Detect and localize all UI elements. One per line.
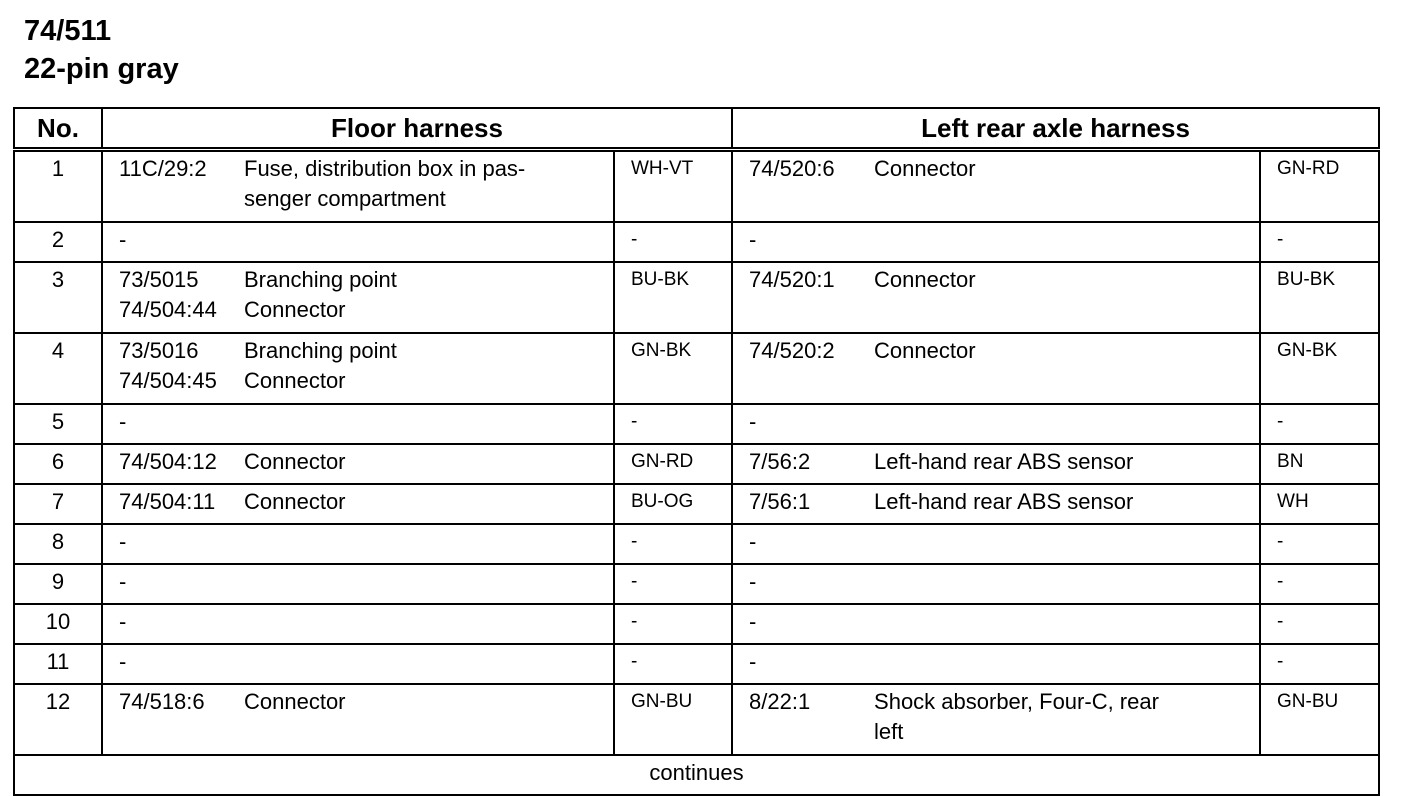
table-row [14,333,1379,404]
rear-wire-color: - [1260,404,1379,444]
table-row [14,564,1379,604]
header-no: No. [14,108,102,150]
floor-code [102,222,244,262]
rear-wire-color: - [1260,644,1379,684]
floor-code-line: - [119,529,127,554]
pin-number: 3 [14,262,102,333]
pin-number: 10 [14,604,102,644]
rear-description [874,222,1260,262]
table-row [14,684,1379,755]
pin-number: 5 [14,404,102,444]
rear-description [874,484,1260,524]
floor-wire-color: BU-BK [614,262,732,333]
rear-description-line: left [874,719,904,744]
floor-wire-color: GN-RD [614,444,732,484]
rear-code: - [732,604,874,644]
floor-code-line: 74/518:6 [119,689,205,714]
rear-description [874,444,1260,484]
rear-wire-color: - [1260,524,1379,564]
rear-description-line: Left-hand rear ABS sensor [874,489,1134,514]
floor-code [102,262,244,333]
floor-wire-color: - [614,604,732,644]
floor-wire-color: GN-BK [614,333,732,404]
rear-wire-color: GN-RD [1260,150,1379,223]
floor-description [244,484,614,524]
rear-wire-color: - [1260,604,1379,644]
floor-description [244,524,614,564]
rear-code: 74/520:6 [732,150,874,223]
rear-description [874,150,1260,223]
floor-description [244,604,614,644]
pin-number: 12 [14,684,102,755]
floor-code-line: 74/504:44 [119,297,217,322]
table-row [14,262,1379,333]
pin-number: 1 [14,150,102,223]
floor-description [244,222,614,262]
floor-code [102,333,244,404]
floor-description-line: Connector [244,297,346,322]
floor-description-line: Connector [244,689,346,714]
floor-description [244,333,614,404]
rear-code: - [732,564,874,604]
table-row [14,604,1379,644]
continues-label: continues [14,755,1379,795]
table-row [14,404,1379,444]
table-row [14,644,1379,684]
floor-description [244,564,614,604]
floor-code [102,404,244,444]
floor-description [244,644,614,684]
floor-description-line: Connector [244,489,346,514]
floor-description [244,262,614,333]
rear-description-line: Connector [874,156,976,181]
floor-code-line: - [119,609,127,634]
table-row [14,484,1379,524]
floor-description-line: Branching point [244,267,397,292]
header-floor-harness: Floor harness [102,108,732,150]
floor-wire-color: - [614,404,732,444]
floor-description-line: senger compartment [244,186,446,211]
pin-number: 11 [14,644,102,684]
rear-wire-color: WH [1260,484,1379,524]
floor-description [244,404,614,444]
floor-code [102,524,244,564]
floor-description [244,444,614,484]
rear-wire-color: BU-BK [1260,262,1379,333]
floor-code-line: - [119,649,127,674]
floor-code-line: 74/504:12 [119,449,217,474]
rear-code: 74/520:2 [732,333,874,404]
floor-code-line: 73/5016 [119,338,199,363]
rear-description [874,684,1260,755]
rear-description [874,404,1260,444]
table-row [14,222,1379,262]
rear-code: 7/56:1 [732,484,874,524]
rear-wire-color: - [1260,222,1379,262]
floor-wire-color: BU-OG [614,484,732,524]
floor-wire-color: - [614,644,732,684]
floor-code [102,444,244,484]
rear-code: - [732,222,874,262]
header-left-rear-axle-harness: Left rear axle harness [732,108,1379,150]
pin-number: 4 [14,333,102,404]
table-row [14,524,1379,564]
floor-code-line: 74/504:45 [119,368,217,393]
rear-description [874,262,1260,333]
pin-number: 7 [14,484,102,524]
floor-description-line: Branching point [244,338,397,363]
rear-description-line: Shock absorber, Four-C, rear [874,689,1159,714]
rear-wire-color: GN-BU [1260,684,1379,755]
floor-code [102,644,244,684]
floor-code-line: 73/5015 [119,267,199,292]
pin-number: 6 [14,444,102,484]
rear-code: - [732,404,874,444]
floor-code-line: 11C/29:2 [119,156,207,181]
document-title [24,12,179,88]
rear-code: 7/56:2 [732,444,874,484]
connector-description: 22-pin gray [24,53,179,85]
floor-code-line: - [119,227,127,252]
rear-description [874,333,1260,404]
table-body [14,150,1379,756]
floor-code-line: - [119,409,127,434]
floor-description-line: Connector [244,449,346,474]
floor-wire-color: - [614,524,732,564]
table-header-row [14,108,1379,150]
pin-number: 9 [14,564,102,604]
rear-code: - [732,524,874,564]
connector-id: 74/511 [24,15,112,47]
floor-wire-color: WH-VT [614,150,732,223]
pinout-table [13,107,1380,796]
table-footer-row [14,755,1379,795]
floor-description [244,684,614,755]
rear-description-line: Left-hand rear ABS sensor [874,449,1134,474]
rear-wire-color: - [1260,564,1379,604]
floor-code [102,484,244,524]
rear-code: 8/22:1 [732,684,874,755]
floor-code-line: 74/504:11 [119,489,216,514]
floor-code [102,564,244,604]
floor-code [102,150,244,223]
floor-code-line: - [119,569,127,594]
rear-code: 74/520:1 [732,262,874,333]
floor-code [102,604,244,644]
floor-wire-color: GN-BU [614,684,732,755]
rear-description [874,524,1260,564]
floor-code [102,684,244,755]
floor-wire-color: - [614,564,732,604]
rear-description [874,604,1260,644]
pin-number: 8 [14,524,102,564]
floor-description-line: Fuse, distribution box in pas- [244,156,526,181]
floor-description [244,150,614,223]
rear-wire-color: GN-BK [1260,333,1379,404]
table-row [14,444,1379,484]
floor-wire-color: - [614,222,732,262]
rear-description-line: Connector [874,338,976,363]
rear-wire-color: BN [1260,444,1379,484]
floor-description-line: Connector [244,368,346,393]
table-row [14,150,1379,223]
rear-code: - [732,644,874,684]
rear-description-line: Connector [874,267,976,292]
rear-description [874,564,1260,604]
pin-number: 2 [14,222,102,262]
rear-description [874,644,1260,684]
